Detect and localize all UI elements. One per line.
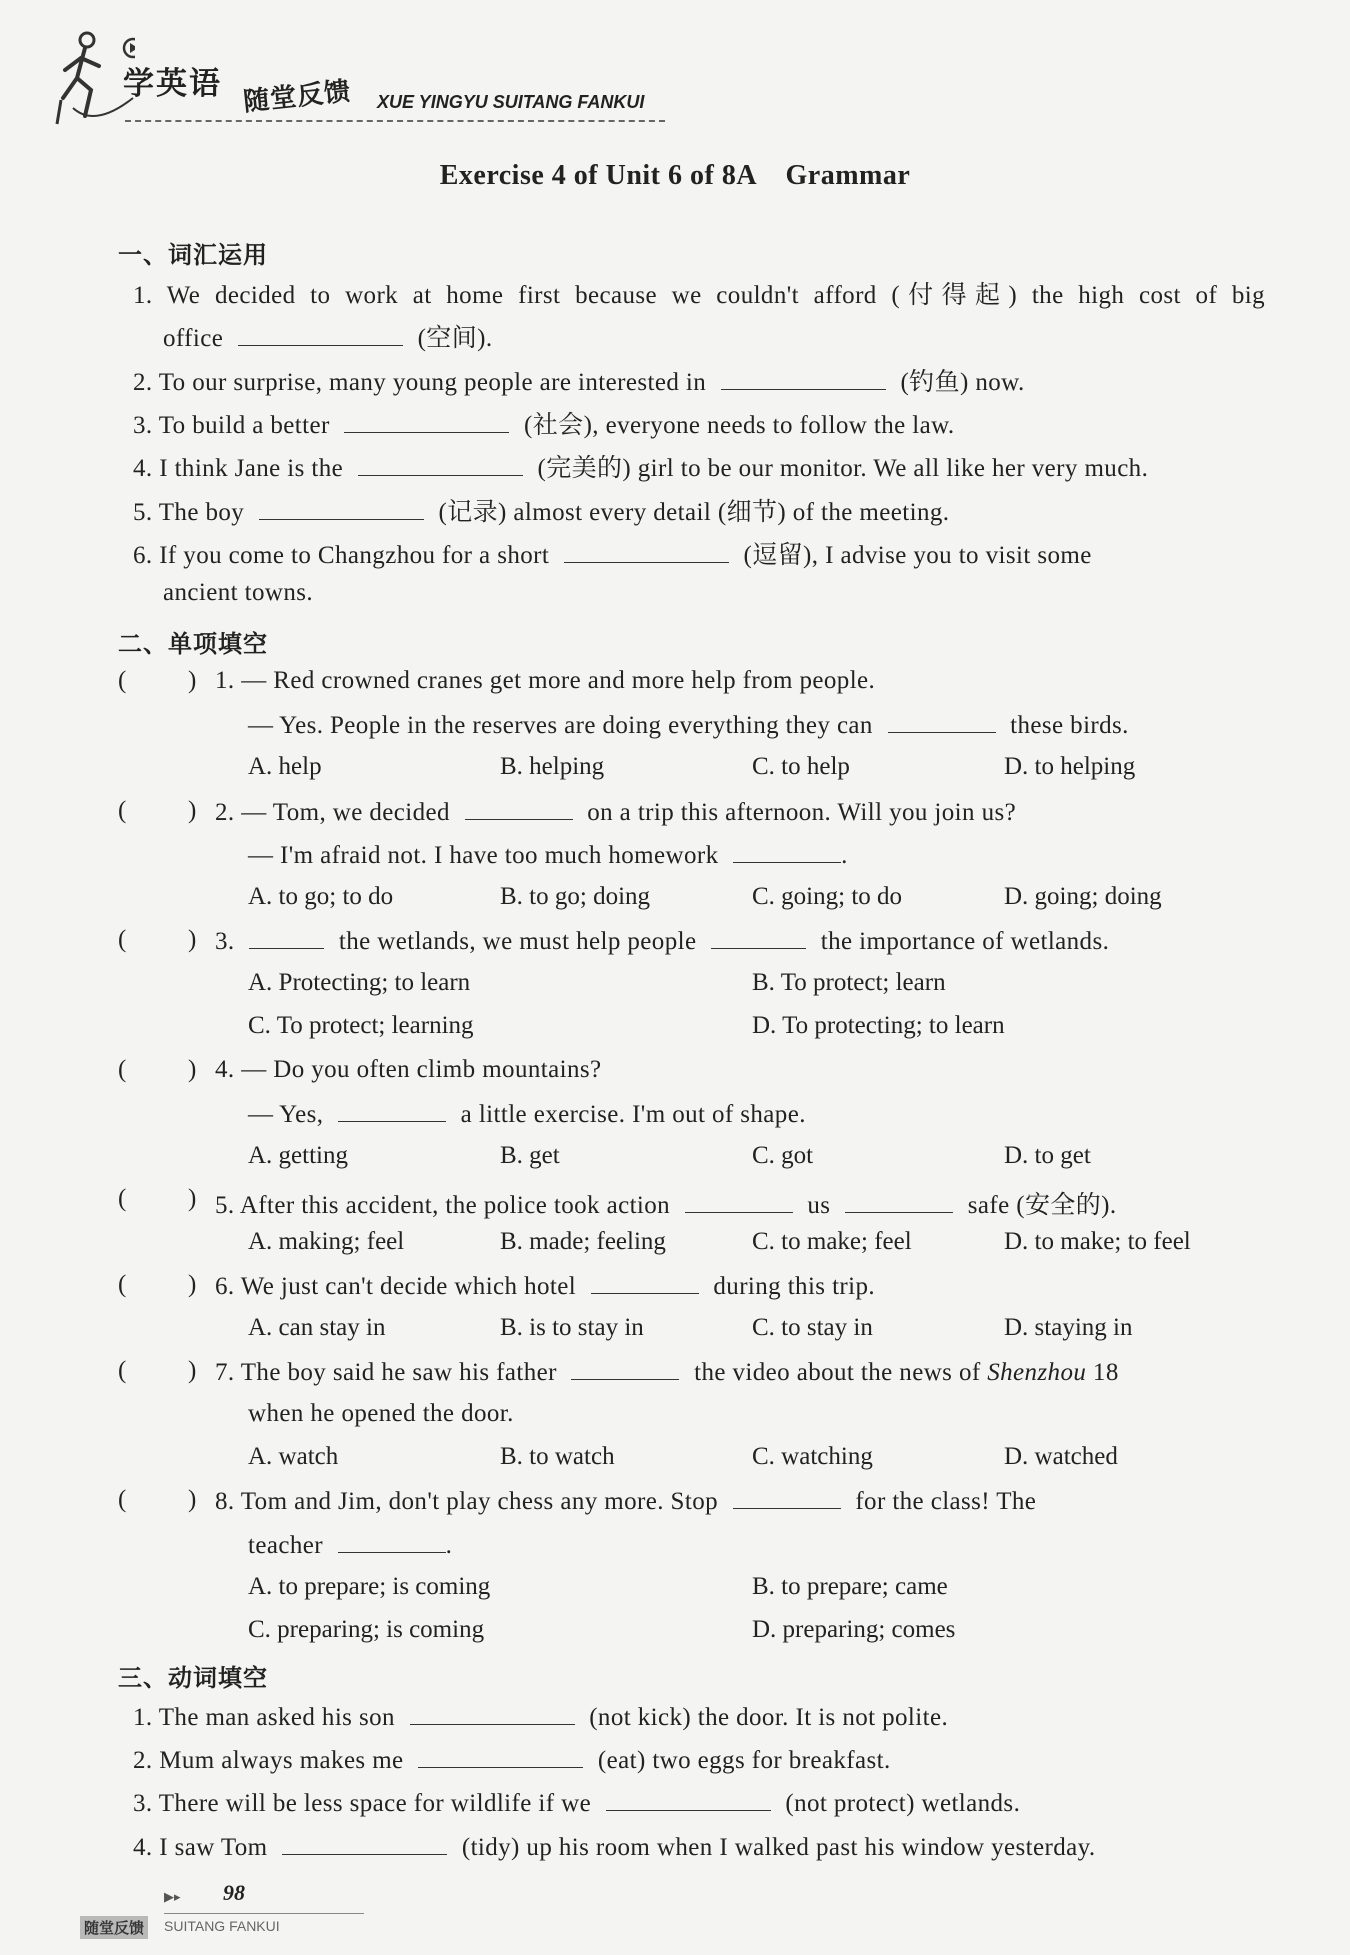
s3-q1 xyxy=(133,1702,948,1732)
s2-q8-blank2 xyxy=(338,1530,446,1553)
s2-q4-blank xyxy=(338,1099,446,1122)
s2-q5-option-c[interactable]: C. to make; feel xyxy=(752,1228,912,1255)
s2-q4-option-d[interactable]: D. to get xyxy=(1004,1142,1091,1169)
s2-q1-option-b[interactable]: B. helping xyxy=(500,753,605,780)
s2-q5-line1 xyxy=(215,1185,1117,1221)
s1-q5 xyxy=(133,492,949,528)
s2-q3-option-d[interactable]: D. To protecting; to learn xyxy=(752,1012,1005,1039)
section3-heading: 三、动词填空 xyxy=(118,1664,268,1692)
s1-q1-line1: 1. We decided to work at home first because we couldn't afford (付得起) the high cost of big xyxy=(133,282,1265,309)
s3-q2-answer-blank[interactable] xyxy=(418,1745,583,1768)
s2-q2-line2-blank xyxy=(733,840,841,863)
s1-q2-answer-blank[interactable] xyxy=(721,367,886,390)
s2-q5-blank2 xyxy=(845,1190,953,1213)
s2-q6-option-a[interactable]: A. can stay in xyxy=(248,1314,386,1341)
s2-q8-line1 xyxy=(215,1486,1036,1516)
s3-q3-answer-blank[interactable] xyxy=(606,1788,771,1811)
footer-rule xyxy=(164,1913,364,1914)
s2-q4-pre: — Yes, xyxy=(248,1101,324,1128)
s2-q2-option-c[interactable]: C. going; to do xyxy=(752,883,903,910)
s2-q2-option-a[interactable]: A. to go; to do xyxy=(248,883,394,910)
header-divider xyxy=(125,120,665,122)
s2-q2-option-b[interactable]: B. to go; doing xyxy=(500,883,651,910)
s1-q1-line2 xyxy=(163,318,492,354)
s1-q4-post: (完美的) girl to be our monitor. We all like her very much. xyxy=(537,455,1149,482)
s2-q2-post: on a trip this afternoon. Will you join us? xyxy=(587,799,1017,826)
s2-q7-option-a[interactable]: A. watch xyxy=(248,1443,339,1470)
s1-q4 xyxy=(133,448,1148,484)
s2-q5-option-a[interactable]: A. making; feel xyxy=(248,1228,405,1255)
s1-q6-pre: 6. If you come to Changzhou for a short xyxy=(133,542,550,569)
s3-q1-post: (not kick) the door. It is not polite. xyxy=(589,1704,949,1731)
s1-q2-pre: 2. To our surprise, many young people are interested in xyxy=(133,369,707,396)
s2-q2-answer-parens[interactable]: ( ) xyxy=(118,797,197,824)
s2-q5-answer-parens[interactable]: ( ) xyxy=(118,1185,197,1212)
s2-q1-option-c[interactable]: C. to help xyxy=(752,753,850,780)
s1-q3 xyxy=(133,405,955,441)
s1-q2-post: (钓鱼) now. xyxy=(900,369,1025,396)
s2-q3-option-a[interactable]: A. Protecting; to learn xyxy=(248,969,471,996)
s2-q3-option-c[interactable]: C. To protect; learning xyxy=(248,1012,474,1039)
brand-name-en: XUE YINGYU SUITANG FANKUI xyxy=(377,92,645,112)
s3-q1-pre: 1. The man asked his son xyxy=(133,1704,395,1731)
s2-q2-pre: 2. — Tom, we decided xyxy=(215,799,450,826)
s1-q4-answer-blank[interactable] xyxy=(358,453,523,476)
s1-q3-pre: 3. To build a better xyxy=(133,412,330,439)
s3-q2 xyxy=(133,1745,891,1775)
s2-q3-num: 3. xyxy=(215,928,235,955)
s2-q7-option-d[interactable]: D. watched xyxy=(1004,1443,1118,1470)
s2-q2-blank xyxy=(465,797,573,820)
s2-q8-answer-parens[interactable]: ( ) xyxy=(118,1486,197,1513)
s2-q1-line2 xyxy=(248,710,1129,740)
s2-q2-line1 xyxy=(215,797,1016,827)
s2-q1-post: these birds. xyxy=(1010,712,1129,739)
s2-q7-option-b[interactable]: B. to watch xyxy=(500,1443,615,1470)
s2-q1-answer-parens[interactable]: ( ) xyxy=(118,667,197,694)
s1-q5-pre: 5. The boy xyxy=(133,499,245,526)
s2-q1-option-a[interactable]: A. help xyxy=(248,753,322,780)
s2-q3-mid: the wetlands, we must help people xyxy=(338,928,697,955)
s2-q8-line2 xyxy=(248,1530,452,1560)
header-logo xyxy=(55,28,675,128)
s2-q6-pre: 6. We just can't decide which hotel xyxy=(215,1273,577,1300)
s2-q7-post: 18 xyxy=(1092,1359,1119,1386)
s3-q3 xyxy=(133,1788,1020,1818)
s1-q3-answer-blank[interactable] xyxy=(344,410,509,433)
s2-q4-answer-parens[interactable]: ( ) xyxy=(118,1056,197,1083)
s1-q6-answer-blank[interactable] xyxy=(564,540,729,563)
s2-q4-option-a[interactable]: A. getting xyxy=(248,1142,348,1169)
s1-q1-pre: office xyxy=(163,325,224,352)
s2-q5-blank1 xyxy=(685,1190,793,1213)
s2-q2-line2 xyxy=(248,840,848,870)
footer-tag-cn: 随堂反馈 xyxy=(80,1916,148,1939)
s3-q2-pre: 2. Mum always makes me xyxy=(133,1747,404,1774)
s2-q8-pre: 8. Tom and Jim, don't play chess any more. Stop xyxy=(215,1488,718,1515)
brand-name-cn: 学英语 xyxy=(123,66,222,102)
s2-q8-option-c[interactable]: C. preparing; is coming xyxy=(248,1616,485,1643)
s2-q7-line2: when he opened the door. xyxy=(248,1400,514,1427)
s2-q4-option-c[interactable]: C. got xyxy=(752,1142,814,1169)
s2-q3-answer-parens[interactable]: ( ) xyxy=(118,926,197,953)
s2-q6-option-c[interactable]: C. to stay in xyxy=(752,1314,873,1341)
s2-q5-option-b[interactable]: B. made; feeling xyxy=(500,1228,666,1255)
s2-q4-post: a little exercise. I'm out of shape. xyxy=(460,1101,806,1128)
s3-q4-pre: 4. I saw Tom xyxy=(133,1834,268,1861)
s1-q6-post: (逗留), I advise you to visit some xyxy=(743,542,1092,569)
section2-heading: 二、单项填空 xyxy=(118,630,268,658)
s2-q8-option-b[interactable]: B. to prepare; came xyxy=(752,1573,948,1600)
s2-q3-line1 xyxy=(215,926,1109,956)
s2-q8-blank1 xyxy=(733,1486,841,1509)
s2-q7-line1 xyxy=(215,1357,1119,1387)
s2-q6-blank xyxy=(591,1271,699,1294)
s2-q6-answer-parens[interactable]: ( ) xyxy=(118,1271,197,1298)
s1-q5-post: (记录) almost every detail (细节) of the meeting. xyxy=(438,499,950,526)
s2-q7-option-c[interactable]: C. watching xyxy=(752,1443,873,1470)
s2-q3-blank2 xyxy=(711,926,806,949)
s2-q2-line2-pre: — I'm afraid not. I have too much homework xyxy=(248,842,719,869)
brand-subtitle-cn: 随堂反馈 xyxy=(241,76,353,118)
footer-tag-en: SUITANG FANKUI xyxy=(164,1918,280,1934)
s1-q5-answer-blank[interactable] xyxy=(259,497,424,520)
s1-q2 xyxy=(133,362,1025,398)
s2-q1-option-d[interactable]: D. to helping xyxy=(1004,753,1136,780)
s1-q6-line1 xyxy=(133,535,1092,571)
s2-q6-option-d[interactable]: D. staying in xyxy=(1004,1314,1133,1341)
s2-q7-pre: 7. The boy said he saw his father xyxy=(215,1359,557,1386)
s2-q8-post: for the class! The xyxy=(855,1488,1037,1515)
s2-q1-line1: 1. — Red crowned cranes get more and more help from people. xyxy=(215,667,876,694)
page-footer xyxy=(80,1880,320,1940)
page-number: 98 xyxy=(223,1880,245,1905)
s2-q8-option-a[interactable]: A. to prepare; is coming xyxy=(248,1573,491,1600)
s3-q4-answer-blank[interactable] xyxy=(282,1832,447,1855)
s3-q1-answer-blank[interactable] xyxy=(410,1702,575,1725)
s3-q3-post: (not protect) wetlands. xyxy=(785,1790,1021,1817)
s3-q4-post: (tidy) up his room when I walked past his window yesterday. xyxy=(461,1834,1096,1861)
s2-q3-option-b[interactable]: B. To protect; learn xyxy=(752,969,946,996)
s2-q7-answer-parens[interactable]: ( ) xyxy=(118,1357,197,1384)
s2-q3-blank1 xyxy=(249,926,324,949)
s1-q1-answer-blank[interactable] xyxy=(238,323,403,346)
s1-q6-line2: ancient towns. xyxy=(163,579,314,606)
s1-q1-post: (空间). xyxy=(417,325,493,352)
footer-arrows-icon: ▶▸ xyxy=(164,1890,181,1905)
s2-q5-pre: 5. After this accident, the police took action xyxy=(215,1192,671,1219)
section1-heading: 一、词汇运用 xyxy=(118,241,268,269)
s1-q3-post: (社会), everyone needs to follow the law. xyxy=(524,412,955,439)
s2-q5-mid: us xyxy=(807,1192,831,1219)
s2-q3-post: the importance of wetlands. xyxy=(820,928,1110,955)
s2-q8-option-d[interactable]: D. preparing; comes xyxy=(752,1616,956,1643)
s2-q4-line1: 4. — Do you often climb mountains? xyxy=(215,1056,602,1083)
s2-q6-post: during this trip. xyxy=(713,1273,876,1300)
s2-q2-line2-post: . xyxy=(841,842,848,869)
s3-q3-pre: 3. There will be less space for wildlife if we xyxy=(133,1790,592,1817)
s2-q7-mid: the video about the news of xyxy=(694,1359,981,1386)
s3-q4 xyxy=(133,1832,1096,1862)
s2-q4-option-b[interactable]: B. get xyxy=(500,1142,560,1169)
s2-q8-line2-pre: teacher xyxy=(248,1532,323,1559)
s2-q2-option-d[interactable]: D. going; doing xyxy=(1004,883,1162,910)
s2-q1-pre: — Yes. People in the reserves are doing everything they can xyxy=(248,712,873,739)
s2-q4-line2 xyxy=(248,1099,806,1129)
s2-q5-option-d[interactable]: D. to make; to feel xyxy=(1004,1228,1191,1255)
s2-q7-blank xyxy=(571,1357,679,1380)
s2-q8-line2-post: . xyxy=(445,1532,453,1559)
s2-q7-spacecraft-name: Shenzhou xyxy=(987,1359,1087,1386)
s2-q6-option-b[interactable]: B. is to stay in xyxy=(500,1314,644,1341)
s2-q5-post: safe (安全的). xyxy=(967,1192,1117,1219)
s2-q1-blank xyxy=(888,710,996,733)
s2-q6-line1 xyxy=(215,1271,875,1301)
s3-q2-post: (eat) two eggs for breakfast. xyxy=(597,1747,891,1774)
page-title: Exercise 4 of Unit 6 of 8A Grammar xyxy=(439,160,911,191)
s1-q4-pre: 4. I think Jane is the xyxy=(133,455,344,482)
